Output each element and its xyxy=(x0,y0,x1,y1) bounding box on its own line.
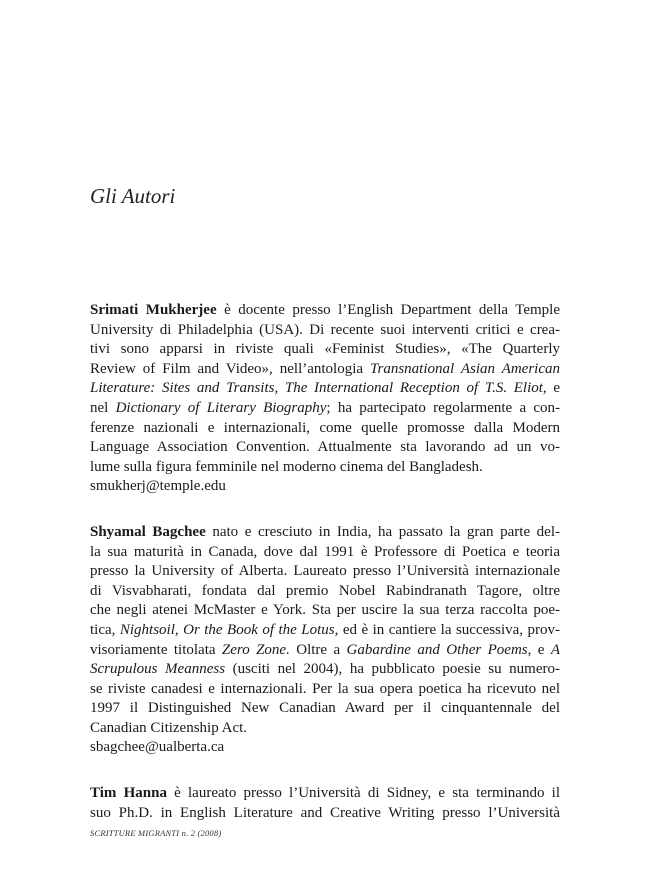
bio-text: University di Philadelphia (USA). Di recente suoi interventi critici e crea- xyxy=(90,321,560,338)
bio-line xyxy=(90,360,560,380)
bio-line xyxy=(90,719,560,739)
bio-line xyxy=(90,804,560,824)
journal-footer: SCRITTURE MIGRANTI n. 2 (2008) xyxy=(90,828,222,838)
bio-line xyxy=(90,301,560,321)
bio-text: visoriamente titolata xyxy=(90,641,222,658)
bio-text: e xyxy=(546,380,560,397)
bio-text: è docente presso l’English Department della Temple xyxy=(216,302,560,318)
bio-line xyxy=(90,784,560,804)
bio-line xyxy=(90,340,560,360)
work-title: Nightsoil, Or the Book of the Lotus xyxy=(119,621,335,638)
bio-text: ; ha partecipato regolarmente a con- xyxy=(326,399,560,416)
author-name: Srimati Mukherjee xyxy=(90,302,217,318)
work-title: A xyxy=(550,641,560,658)
bio-text: presso la University of Alberta. Laureato presso l’Università internazionale xyxy=(90,563,560,580)
bio-text: nato e cresciuto in India, ha passato la gran parte del- xyxy=(205,523,561,540)
work-title: Gabardine and Other Poems xyxy=(346,641,528,658)
work-title: Scrupulous Meanness xyxy=(90,661,226,678)
bio-text: 1997 il Distinguished New Canadian Award per il cinquantennale del xyxy=(90,700,560,717)
bio-text: sbagchee@ualberta.ca xyxy=(90,739,225,756)
page-title: Gli Autori xyxy=(90,184,176,208)
bio-text: Review of Film and Video», nell’antologia xyxy=(90,360,370,377)
work-title: Zero Zone. xyxy=(221,641,290,658)
bio-line xyxy=(90,641,560,661)
bio-text: Canadian Citizenship Act. xyxy=(90,719,248,736)
bio-line xyxy=(90,543,560,563)
bio-line xyxy=(90,680,560,700)
bio-line xyxy=(90,379,560,399)
bio-text: di Visvabharati, fondata dal premio Nobel Rabindranath Tagore, oltre xyxy=(90,582,560,599)
bio-text: suo Ph.D. in English Literature and Creative Writing presso l’Università xyxy=(90,804,560,821)
bio-text: ferenze nazionali e internazionali, come quelle promosse dalla Modern xyxy=(90,419,560,436)
bio-line xyxy=(90,321,560,341)
bio-text: , e xyxy=(527,641,551,658)
bio-line xyxy=(90,738,560,758)
bio-text: (usciti nel 2004), ha pubblicato poesie su numero- xyxy=(225,661,560,678)
bio-line xyxy=(90,562,560,582)
authors-list xyxy=(90,301,560,849)
bio-text: tivi sono apparsi in riviste quali «Feminist Studies», «The Quarterly xyxy=(90,341,560,358)
work-title: Transnational Asian American xyxy=(369,360,560,377)
bio-line xyxy=(90,438,560,458)
bio-text: nel xyxy=(90,399,116,416)
bio-line xyxy=(90,582,560,602)
bio-line xyxy=(90,601,560,621)
author-bio xyxy=(90,784,560,823)
bio-line xyxy=(90,419,560,439)
bio-text: la sua maturità in Canada, dove dal 1991 è Professore di Poetica e teoria xyxy=(90,543,560,560)
bio-text: lume sulla figura femminile nel moderno cinema del Bangladesh. xyxy=(90,458,483,475)
author-name: Shyamal Bagchee xyxy=(90,523,206,540)
bio-text: è laureato presso l’Università di Sidney, e sta terminando il xyxy=(166,785,560,802)
bio-text: smukherj@temple.edu xyxy=(90,478,226,495)
bio-line xyxy=(90,699,560,719)
bio-text: , ed è in cantiere la successiva, prov- xyxy=(334,621,560,638)
bio-line xyxy=(90,477,560,497)
bio-line xyxy=(90,621,560,641)
bio-line xyxy=(90,523,560,543)
bio-text: tica, xyxy=(90,621,120,638)
work-title: Dictionary of Literary Biography xyxy=(115,399,327,416)
bio-line xyxy=(90,458,560,478)
bio-line xyxy=(90,660,560,680)
author-bio xyxy=(90,301,560,497)
author-name: Tim Hanna xyxy=(90,785,167,802)
bio-line xyxy=(90,399,560,419)
bio-text: che negli atenei McMaster e York. Sta per uscire la sua terza raccolta poe- xyxy=(90,602,560,619)
bio-text: se riviste canadesi e internazionali. Per la sua opera poetica ha ricevuto nel xyxy=(90,680,560,697)
author-bio xyxy=(90,523,560,758)
bio-text: Language Association Convention. Attualmente sta lavorando ad un vo- xyxy=(90,439,560,456)
work-title: Literature: Sites and Transits, The International Reception of T.S. Eliot, xyxy=(90,380,547,397)
bio-text: Oltre a xyxy=(289,641,347,658)
